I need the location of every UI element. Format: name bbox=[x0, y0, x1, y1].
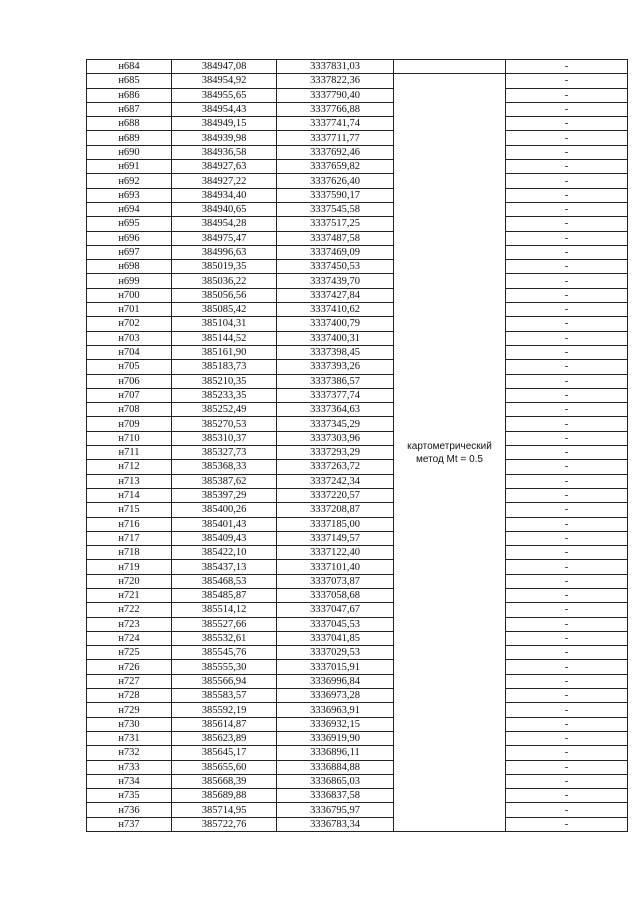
point-id-cell: н706 bbox=[87, 374, 172, 388]
accuracy-cell: - bbox=[506, 303, 628, 317]
accuracy-cell: - bbox=[506, 274, 628, 288]
table-row bbox=[87, 746, 628, 760]
x-coordinate-cell: 385183,73 bbox=[172, 360, 277, 374]
y-coordinate-cell: 3337517,25 bbox=[277, 217, 394, 231]
x-coordinate-cell: 385566,94 bbox=[172, 674, 277, 688]
accuracy-cell: - bbox=[506, 660, 628, 674]
accuracy-cell: - bbox=[506, 74, 628, 88]
x-coordinate-cell: 385532,61 bbox=[172, 631, 277, 645]
table-row bbox=[87, 717, 628, 731]
y-coordinate-cell: 3337045,53 bbox=[277, 617, 394, 631]
accuracy-cell: - bbox=[506, 131, 628, 145]
table-row bbox=[87, 760, 628, 774]
table-row bbox=[87, 531, 628, 545]
accuracy-cell: - bbox=[506, 403, 628, 417]
accuracy-cell: - bbox=[506, 774, 628, 788]
point-id-cell: н697 bbox=[87, 245, 172, 259]
x-coordinate-cell: 384955,65 bbox=[172, 88, 277, 102]
y-coordinate-cell: 3336865,03 bbox=[277, 774, 394, 788]
x-coordinate-cell: 384996,63 bbox=[172, 245, 277, 259]
x-coordinate-cell: 385401,43 bbox=[172, 517, 277, 531]
point-id-cell: н686 bbox=[87, 88, 172, 102]
table-row bbox=[87, 446, 628, 460]
accuracy-cell: - bbox=[506, 731, 628, 745]
accuracy-cell: - bbox=[506, 360, 628, 374]
y-coordinate-cell: 3336919,90 bbox=[277, 731, 394, 745]
x-coordinate-cell: 385514,12 bbox=[172, 603, 277, 617]
x-coordinate-cell: 385722,76 bbox=[172, 817, 277, 831]
x-coordinate-cell: 384954,43 bbox=[172, 102, 277, 116]
y-coordinate-cell: 3336896,11 bbox=[277, 746, 394, 760]
table-row bbox=[87, 546, 628, 560]
table-row bbox=[87, 488, 628, 502]
x-coordinate-cell: 384936,58 bbox=[172, 145, 277, 159]
accuracy-cell: - bbox=[506, 546, 628, 560]
y-coordinate-cell: 3337263,72 bbox=[277, 460, 394, 474]
x-coordinate-cell: 385689,88 bbox=[172, 789, 277, 803]
y-coordinate-cell: 3337545,58 bbox=[277, 202, 394, 216]
point-id-cell: н720 bbox=[87, 574, 172, 588]
accuracy-cell: - bbox=[506, 88, 628, 102]
accuracy-cell: - bbox=[506, 631, 628, 645]
point-id-cell: н735 bbox=[87, 789, 172, 803]
point-id-cell: н709 bbox=[87, 417, 172, 431]
accuracy-cell: - bbox=[506, 717, 628, 731]
y-coordinate-cell: 3337469,09 bbox=[277, 245, 394, 259]
y-coordinate-cell: 3337041,85 bbox=[277, 631, 394, 645]
table-row bbox=[87, 117, 628, 131]
y-coordinate-cell: 3337741,74 bbox=[277, 117, 394, 131]
table-row bbox=[87, 631, 628, 645]
table-row bbox=[87, 102, 628, 116]
accuracy-cell: - bbox=[506, 488, 628, 502]
accuracy-cell: - bbox=[506, 260, 628, 274]
y-coordinate-cell: 3336837,58 bbox=[277, 789, 394, 803]
table-row bbox=[87, 88, 628, 102]
point-id-cell: н684 bbox=[87, 60, 172, 74]
table-row bbox=[87, 160, 628, 174]
point-id-cell: н717 bbox=[87, 531, 172, 545]
table-row bbox=[87, 260, 628, 274]
point-id-cell: н698 bbox=[87, 260, 172, 274]
table-row bbox=[87, 617, 628, 631]
y-coordinate-cell: 3337293,29 bbox=[277, 446, 394, 460]
accuracy-cell: - bbox=[506, 217, 628, 231]
point-id-cell: н694 bbox=[87, 202, 172, 216]
accuracy-cell: - bbox=[506, 317, 628, 331]
y-coordinate-cell: 3336884,88 bbox=[277, 760, 394, 774]
accuracy-cell: - bbox=[506, 331, 628, 345]
point-id-cell: н730 bbox=[87, 717, 172, 731]
table-row bbox=[87, 660, 628, 674]
accuracy-cell: - bbox=[506, 603, 628, 617]
point-id-cell: н726 bbox=[87, 660, 172, 674]
x-coordinate-cell: 385387,62 bbox=[172, 474, 277, 488]
accuracy-cell: - bbox=[506, 574, 628, 588]
x-coordinate-cell: 385210,35 bbox=[172, 374, 277, 388]
y-coordinate-cell: 3337822,36 bbox=[277, 74, 394, 88]
y-coordinate-cell: 3336963,91 bbox=[277, 703, 394, 717]
x-coordinate-cell: 384939,98 bbox=[172, 131, 277, 145]
point-id-cell: н718 bbox=[87, 546, 172, 560]
x-coordinate-cell: 384949,15 bbox=[172, 117, 277, 131]
table-row bbox=[87, 288, 628, 302]
y-coordinate-cell: 3337073,87 bbox=[277, 574, 394, 588]
y-coordinate-cell: 3337398,45 bbox=[277, 345, 394, 359]
accuracy-cell: - bbox=[506, 560, 628, 574]
table-row bbox=[87, 174, 628, 188]
table-row bbox=[87, 145, 628, 159]
point-id-cell: н722 bbox=[87, 603, 172, 617]
point-id-cell: н728 bbox=[87, 689, 172, 703]
table-row bbox=[87, 374, 628, 388]
point-id-cell: н688 bbox=[87, 117, 172, 131]
method-cell-top bbox=[394, 60, 506, 74]
x-coordinate-cell: 385144,52 bbox=[172, 331, 277, 345]
point-id-cell: н696 bbox=[87, 231, 172, 245]
point-id-cell: н733 bbox=[87, 760, 172, 774]
point-id-cell: н707 bbox=[87, 388, 172, 402]
y-coordinate-cell: 3337692,46 bbox=[277, 145, 394, 159]
accuracy-cell: - bbox=[506, 617, 628, 631]
point-id-cell: н708 bbox=[87, 403, 172, 417]
table-row bbox=[87, 689, 628, 703]
table-row bbox=[87, 560, 628, 574]
y-coordinate-cell: 3337831,03 bbox=[277, 60, 394, 74]
x-coordinate-cell: 385161,90 bbox=[172, 345, 277, 359]
table-row bbox=[87, 331, 628, 345]
x-coordinate-cell: 385422,10 bbox=[172, 546, 277, 560]
x-coordinate-cell: 385409,43 bbox=[172, 531, 277, 545]
y-coordinate-cell: 3337393,26 bbox=[277, 360, 394, 374]
table-row bbox=[87, 803, 628, 817]
table-row bbox=[87, 345, 628, 359]
table-row bbox=[87, 274, 628, 288]
x-coordinate-cell: 385036,22 bbox=[172, 274, 277, 288]
table-row bbox=[87, 360, 628, 374]
y-coordinate-cell: 3337400,79 bbox=[277, 317, 394, 331]
point-id-cell: н716 bbox=[87, 517, 172, 531]
accuracy-cell: - bbox=[506, 674, 628, 688]
point-id-cell: н731 bbox=[87, 731, 172, 745]
point-id-cell: н710 bbox=[87, 431, 172, 445]
accuracy-cell: - bbox=[506, 188, 628, 202]
accuracy-cell: - bbox=[506, 803, 628, 817]
x-coordinate-cell: 385252,49 bbox=[172, 403, 277, 417]
y-coordinate-cell: 3337364,63 bbox=[277, 403, 394, 417]
accuracy-cell: - bbox=[506, 231, 628, 245]
accuracy-cell: - bbox=[506, 374, 628, 388]
x-coordinate-cell: 385592,19 bbox=[172, 703, 277, 717]
x-coordinate-cell: 385623,89 bbox=[172, 731, 277, 745]
table-row bbox=[87, 403, 628, 417]
y-coordinate-cell: 3336996,84 bbox=[277, 674, 394, 688]
accuracy-cell: - bbox=[506, 689, 628, 703]
accuracy-cell: - bbox=[506, 517, 628, 531]
point-id-cell: н725 bbox=[87, 646, 172, 660]
y-coordinate-cell: 3337058,68 bbox=[277, 588, 394, 602]
x-coordinate-cell: 384975,47 bbox=[172, 231, 277, 245]
table-row bbox=[87, 517, 628, 531]
x-coordinate-cell: 384954,92 bbox=[172, 74, 277, 88]
x-coordinate-cell: 384954,28 bbox=[172, 217, 277, 231]
accuracy-cell: - bbox=[506, 160, 628, 174]
y-coordinate-cell: 3337303,96 bbox=[277, 431, 394, 445]
x-coordinate-cell: 385056,56 bbox=[172, 288, 277, 302]
point-id-cell: н721 bbox=[87, 588, 172, 602]
point-id-cell: н705 bbox=[87, 360, 172, 374]
point-id-cell: н715 bbox=[87, 503, 172, 517]
table-row bbox=[87, 774, 628, 788]
y-coordinate-cell: 3337220,57 bbox=[277, 488, 394, 502]
table-row bbox=[87, 789, 628, 803]
y-coordinate-cell: 3336973,28 bbox=[277, 689, 394, 703]
point-id-cell: н689 bbox=[87, 131, 172, 145]
y-coordinate-cell: 3337377,74 bbox=[277, 388, 394, 402]
x-coordinate-cell: 385368,33 bbox=[172, 460, 277, 474]
accuracy-cell: - bbox=[506, 474, 628, 488]
table-row bbox=[87, 646, 628, 660]
table-row bbox=[87, 202, 628, 216]
x-coordinate-cell: 385583,57 bbox=[172, 689, 277, 703]
y-coordinate-cell: 3337029,53 bbox=[277, 646, 394, 660]
x-coordinate-cell: 385310,37 bbox=[172, 431, 277, 445]
accuracy-cell: - bbox=[506, 531, 628, 545]
x-coordinate-cell: 385614,87 bbox=[172, 717, 277, 731]
table-row bbox=[87, 460, 628, 474]
y-coordinate-cell: 3337122,40 bbox=[277, 546, 394, 560]
accuracy-cell: - bbox=[506, 202, 628, 216]
y-coordinate-cell: 3337015,91 bbox=[277, 660, 394, 674]
point-id-cell: н691 bbox=[87, 160, 172, 174]
table-row bbox=[87, 703, 628, 717]
point-id-cell: н727 bbox=[87, 674, 172, 688]
table-row bbox=[87, 317, 628, 331]
x-coordinate-cell: 385668,39 bbox=[172, 774, 277, 788]
point-id-cell: н701 bbox=[87, 303, 172, 317]
accuracy-cell: - bbox=[506, 646, 628, 660]
x-coordinate-cell: 385714,95 bbox=[172, 803, 277, 817]
point-id-cell: н703 bbox=[87, 331, 172, 345]
table-row bbox=[87, 603, 628, 617]
y-coordinate-cell: 3337047,67 bbox=[277, 603, 394, 617]
y-coordinate-cell: 3337626,40 bbox=[277, 174, 394, 188]
point-id-cell: н685 bbox=[87, 74, 172, 88]
table-row bbox=[87, 503, 628, 517]
y-coordinate-cell: 3337487,58 bbox=[277, 231, 394, 245]
y-coordinate-cell: 3337766,88 bbox=[277, 102, 394, 116]
accuracy-cell: - bbox=[506, 345, 628, 359]
point-id-cell: н704 bbox=[87, 345, 172, 359]
point-id-cell: н719 bbox=[87, 560, 172, 574]
point-id-cell: н687 bbox=[87, 102, 172, 116]
x-coordinate-cell: 385655,60 bbox=[172, 760, 277, 774]
accuracy-cell: - bbox=[506, 703, 628, 717]
x-coordinate-cell: 385645,17 bbox=[172, 746, 277, 760]
accuracy-cell: - bbox=[506, 588, 628, 602]
x-coordinate-cell: 385400,26 bbox=[172, 503, 277, 517]
point-id-cell: н699 bbox=[87, 274, 172, 288]
table-row bbox=[87, 217, 628, 231]
method-cell: картометрический метод Mt = 0.5 bbox=[394, 74, 506, 832]
point-id-cell: н723 bbox=[87, 617, 172, 631]
accuracy-cell: - bbox=[506, 431, 628, 445]
y-coordinate-cell: 3337185,00 bbox=[277, 517, 394, 531]
y-coordinate-cell: 3337711,77 bbox=[277, 131, 394, 145]
x-coordinate-cell: 385437,13 bbox=[172, 560, 277, 574]
point-id-cell: н713 bbox=[87, 474, 172, 488]
accuracy-cell: - bbox=[506, 817, 628, 831]
table-row bbox=[87, 74, 628, 88]
coordinates-table bbox=[86, 59, 628, 832]
table-row bbox=[87, 131, 628, 145]
table-row bbox=[87, 817, 628, 831]
x-coordinate-cell: 385085,42 bbox=[172, 303, 277, 317]
point-id-cell: н712 bbox=[87, 460, 172, 474]
table-row bbox=[87, 60, 628, 74]
point-id-cell: н736 bbox=[87, 803, 172, 817]
x-coordinate-cell: 385327,73 bbox=[172, 446, 277, 460]
x-coordinate-cell: 385468,53 bbox=[172, 574, 277, 588]
x-coordinate-cell: 384947,08 bbox=[172, 60, 277, 74]
table-row bbox=[87, 388, 628, 402]
y-coordinate-cell: 3337208,87 bbox=[277, 503, 394, 517]
x-coordinate-cell: 384934,40 bbox=[172, 188, 277, 202]
x-coordinate-cell: 385233,35 bbox=[172, 388, 277, 402]
accuracy-cell: - bbox=[506, 460, 628, 474]
point-id-cell: н692 bbox=[87, 174, 172, 188]
accuracy-cell: - bbox=[506, 789, 628, 803]
x-coordinate-cell: 384927,22 bbox=[172, 174, 277, 188]
y-coordinate-cell: 3337439,70 bbox=[277, 274, 394, 288]
accuracy-cell: - bbox=[506, 174, 628, 188]
coordinates-table-body bbox=[87, 60, 628, 832]
x-coordinate-cell: 385104,31 bbox=[172, 317, 277, 331]
table-row bbox=[87, 303, 628, 317]
table-row bbox=[87, 245, 628, 259]
x-coordinate-cell: 385485,87 bbox=[172, 588, 277, 602]
x-coordinate-cell: 385527,66 bbox=[172, 617, 277, 631]
point-id-cell: н732 bbox=[87, 746, 172, 760]
y-coordinate-cell: 3337790,40 bbox=[277, 88, 394, 102]
point-id-cell: н714 bbox=[87, 488, 172, 502]
point-id-cell: н700 bbox=[87, 288, 172, 302]
accuracy-cell: - bbox=[506, 760, 628, 774]
table-row bbox=[87, 574, 628, 588]
accuracy-cell: - bbox=[506, 446, 628, 460]
y-coordinate-cell: 3337427,84 bbox=[277, 288, 394, 302]
accuracy-cell: - bbox=[506, 117, 628, 131]
y-coordinate-cell: 3336932,15 bbox=[277, 717, 394, 731]
y-coordinate-cell: 3336795,97 bbox=[277, 803, 394, 817]
y-coordinate-cell: 3337149,57 bbox=[277, 531, 394, 545]
point-id-cell: н737 bbox=[87, 817, 172, 831]
table-row bbox=[87, 474, 628, 488]
x-coordinate-cell: 385397,29 bbox=[172, 488, 277, 502]
accuracy-cell: - bbox=[506, 417, 628, 431]
point-id-cell: н702 bbox=[87, 317, 172, 331]
table-row bbox=[87, 417, 628, 431]
table-row bbox=[87, 431, 628, 445]
point-id-cell: н690 bbox=[87, 145, 172, 159]
y-coordinate-cell: 3337386,57 bbox=[277, 374, 394, 388]
point-id-cell: н693 bbox=[87, 188, 172, 202]
point-id-cell: н734 bbox=[87, 774, 172, 788]
table-row bbox=[87, 188, 628, 202]
x-coordinate-cell: 385555,30 bbox=[172, 660, 277, 674]
y-coordinate-cell: 3337101,40 bbox=[277, 560, 394, 574]
accuracy-cell: - bbox=[506, 288, 628, 302]
y-coordinate-cell: 3337590,17 bbox=[277, 188, 394, 202]
table-row bbox=[87, 731, 628, 745]
accuracy-cell: - bbox=[506, 503, 628, 517]
accuracy-cell: - bbox=[506, 145, 628, 159]
x-coordinate-cell: 384927,63 bbox=[172, 160, 277, 174]
y-coordinate-cell: 3337345,29 bbox=[277, 417, 394, 431]
accuracy-cell: - bbox=[506, 746, 628, 760]
point-id-cell: н695 bbox=[87, 217, 172, 231]
point-id-cell: н711 bbox=[87, 446, 172, 460]
y-coordinate-cell: 3337410,62 bbox=[277, 303, 394, 317]
table-row bbox=[87, 588, 628, 602]
point-id-cell: н729 bbox=[87, 703, 172, 717]
y-coordinate-cell: 3337242,34 bbox=[277, 474, 394, 488]
x-coordinate-cell: 385019,35 bbox=[172, 260, 277, 274]
accuracy-cell: - bbox=[506, 102, 628, 116]
y-coordinate-cell: 3337400,31 bbox=[277, 331, 394, 345]
accuracy-cell: - bbox=[506, 60, 628, 74]
point-id-cell: н724 bbox=[87, 631, 172, 645]
x-coordinate-cell: 385545,76 bbox=[172, 646, 277, 660]
x-coordinate-cell: 384940,65 bbox=[172, 202, 277, 216]
y-coordinate-cell: 3337659,82 bbox=[277, 160, 394, 174]
y-coordinate-cell: 3337450,53 bbox=[277, 260, 394, 274]
y-coordinate-cell: 3336783,34 bbox=[277, 817, 394, 831]
table-row bbox=[87, 674, 628, 688]
accuracy-cell: - bbox=[506, 388, 628, 402]
table-row bbox=[87, 231, 628, 245]
x-coordinate-cell: 385270,53 bbox=[172, 417, 277, 431]
accuracy-cell: - bbox=[506, 245, 628, 259]
